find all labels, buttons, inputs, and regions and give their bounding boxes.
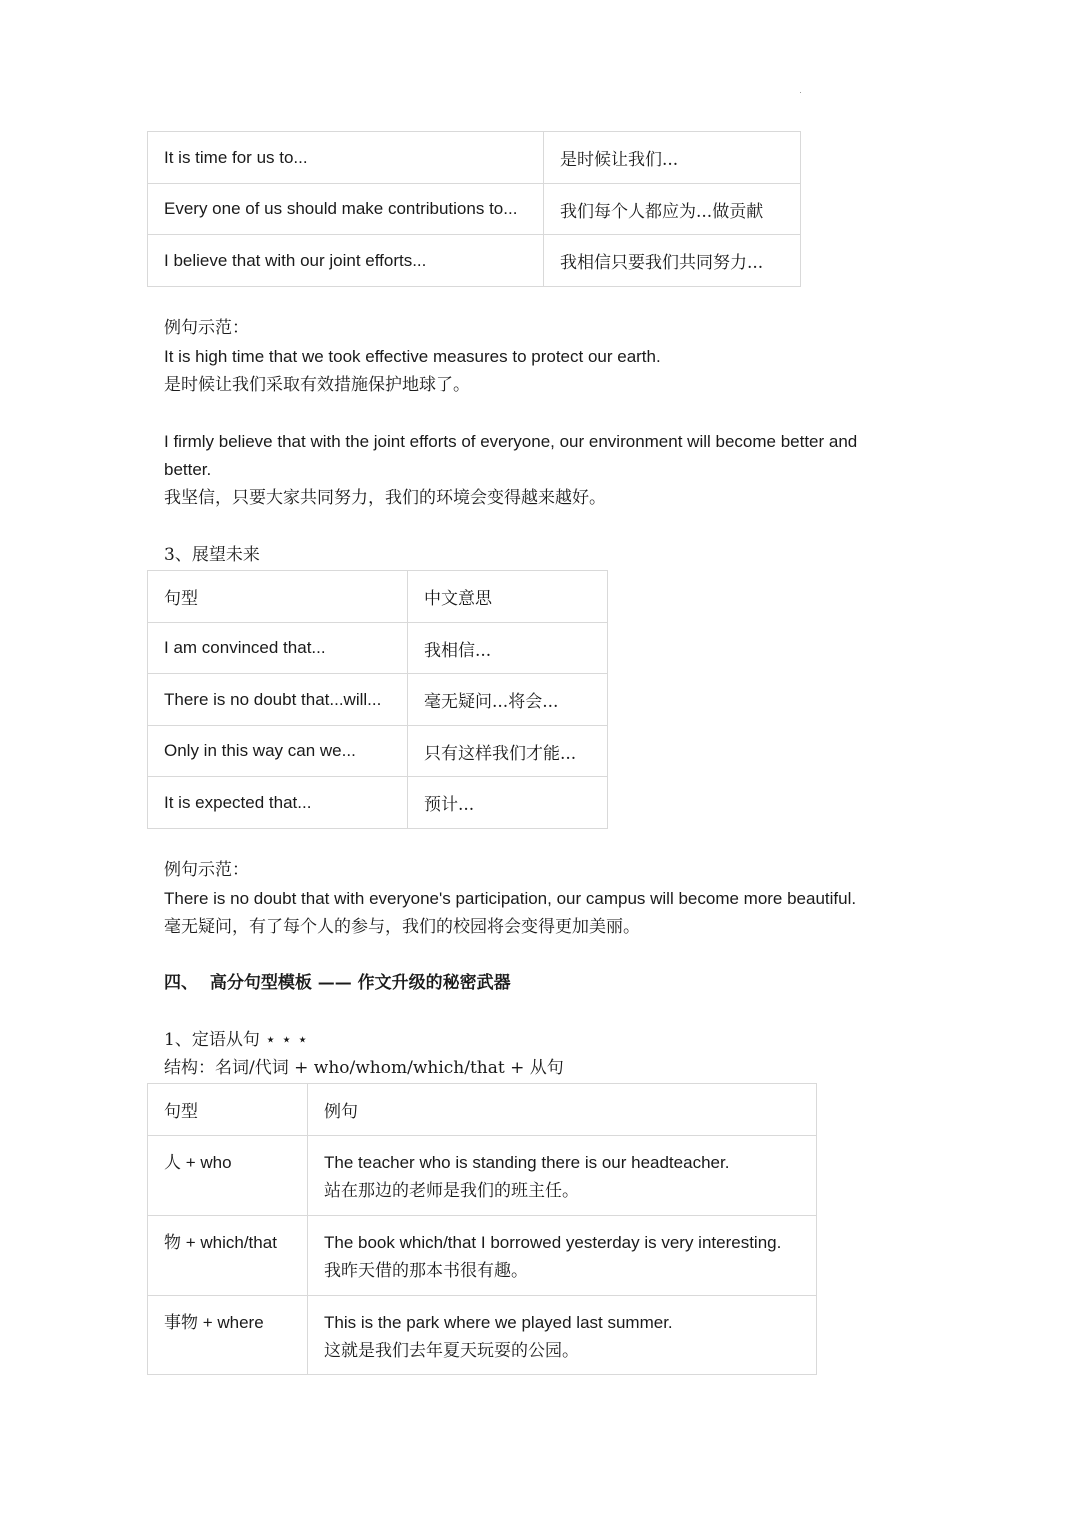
table-row xyxy=(148,623,608,674)
table-cell-en: I believe that with our joint efforts... xyxy=(148,235,544,287)
pattern-cell: 事物 + where xyxy=(148,1296,308,1375)
table-cell-cn: 毫无疑问...将会... xyxy=(408,674,608,726)
table-header-cell: 例句 xyxy=(308,1084,817,1136)
table-cell-cn: 我相信只要我们共同努力... xyxy=(544,235,801,287)
example-sentence-cn: 毫无疑问，有了每个人的参与，我们的校园将会变得更加美丽。 xyxy=(164,917,640,937)
table-header-row xyxy=(148,1084,817,1136)
example-cell xyxy=(308,1216,817,1296)
example-sentence-en: It is high time that we took effective measures to protect our earth. xyxy=(164,347,661,366)
pattern-cell: 人 + who xyxy=(148,1136,308,1216)
example-sentence-en: There is no doubt that with everyone's participation, our campus will become more beautiful. xyxy=(164,889,857,908)
table-cell-en: It is expected that... xyxy=(148,777,408,829)
phrase-table-1 xyxy=(147,131,801,287)
table-cell-cn: 是时候让我们... xyxy=(544,132,801,184)
example-en: This is the park where we played last summer. xyxy=(324,1313,673,1332)
table-cell-cn: 我们每个人都应为...做贡献 xyxy=(544,184,801,235)
table-cell-en: There is no doubt that...will... xyxy=(148,674,408,726)
example-en: The book which/that I borrowed yesterday is very interesting. xyxy=(324,1233,782,1252)
table-row xyxy=(148,1136,817,1216)
example-cell xyxy=(308,1136,817,1216)
example-cn: 站在那边的老师是我们的班主任。 xyxy=(324,1181,579,1201)
phrase-table-2 xyxy=(147,570,608,829)
structure-formula: 结构：名词/代词 + who/whom/which/that + 从句 xyxy=(164,1058,564,1078)
table-cell-cn: 我相信... xyxy=(408,623,608,674)
table-row xyxy=(148,132,801,184)
table-row xyxy=(148,726,608,777)
page-speck xyxy=(800,92,801,93)
table-cell-en: I am convinced that... xyxy=(148,623,408,674)
table-header-cell: 句型 xyxy=(148,571,408,623)
section-title: 四、 高分句型模板 —— 作文升级的秘密武器 xyxy=(164,973,511,993)
table-row xyxy=(148,235,801,287)
table-cell-en: It is time for us to... xyxy=(148,132,544,184)
table-row xyxy=(148,184,801,235)
table-row xyxy=(148,674,608,726)
table-row xyxy=(148,777,608,829)
clause-table xyxy=(147,1083,817,1375)
example-cn: 我昨天借的那本书很有趣。 xyxy=(324,1261,528,1281)
example-heading: 例句示范： xyxy=(164,318,249,338)
table-header-row xyxy=(148,571,608,623)
table-cell-en: Every one of us should make contributions to... xyxy=(148,184,544,235)
table-cell-en: Only in this way can we... xyxy=(148,726,408,777)
example-sentence-en: I firmly believe that with the joint efforts of everyone, our environment will become better and xyxy=(164,432,858,451)
example-heading: 例句示范： xyxy=(164,860,249,880)
table-row xyxy=(148,1216,817,1296)
table-header-cell: 中文意思 xyxy=(408,571,608,623)
section-title: 3、展望未来 xyxy=(164,545,260,565)
subsection-title: 1、定语从句 ⋆ ⋆ ⋆ xyxy=(164,1030,308,1050)
table-header-cell: 句型 xyxy=(148,1084,308,1136)
example-sentence-en-cont: better. xyxy=(164,460,212,479)
pattern-cell: 物 + which/that xyxy=(148,1216,308,1296)
example-cn: 这就是我们去年夏天玩耍的公园。 xyxy=(324,1341,579,1361)
example-sentence-cn: 我坚信，只要大家共同努力，我们的环境会变得越来越好。 xyxy=(164,488,606,508)
example-en: The teacher who is standing there is our headteacher. xyxy=(324,1153,730,1172)
table-row xyxy=(148,1296,817,1375)
example-sentence-cn: 是时候让我们采取有效措施保护地球了。 xyxy=(164,375,470,395)
table-cell-cn: 预计... xyxy=(408,777,608,829)
table-cell-cn: 只有这样我们才能... xyxy=(408,726,608,777)
example-cell xyxy=(308,1296,817,1375)
